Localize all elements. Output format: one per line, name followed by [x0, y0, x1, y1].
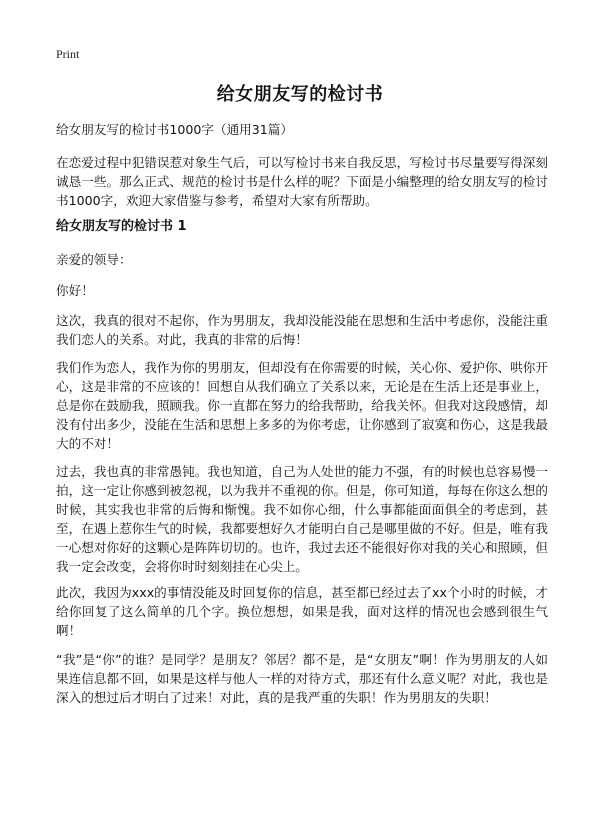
intro-paragraph: 在恋爱过程中犯错误惹对象生气后，可以写检讨书来自我反思，写检讨书尽量要写得深刻诚恳一些。那么正式、规范的检讨书是什么样的呢？下面是小编整理的给女朋友写的检讨书1000字，欢迎大家借鉴与参考，希望对大家有所帮助。 [56, 155, 548, 208]
body-paragraph-2: 我们作为恋人，我作为你的男朋友，但却没有在你需要的时候，关心你、爱护你、哄你开心，这是非常的不应该的！回想自从我们确立了关系以来，无论是在生活上还是事业上，总是你在鼓励我，照顾我。你一直都在努力的给我帮助，给我关怀。但我对这段感情，却没有付出多少，没能在生活和思想上多多的为你考虑，让你感到了寂寞和伤心，这是我最大的不对！ [56, 360, 548, 451]
greeting: 你好！ [56, 283, 94, 298]
document-subtitle: 给女朋友写的检讨书1000字（通用31篇） [56, 122, 293, 137]
body-paragraph-5: “我”是“你”的谁？是同学？是朋友？邻居？都不是，是“女朋友”啊！作为男朋友的人如果连信息都不回，如果是这样与他人一样的对待方式，那还有什么意义呢？对此，我也是深入的想过后才明白了过来！对此，真的是我严重的失职！作为男朋友的失职！ [56, 652, 548, 705]
body-paragraph-1: 这次，我真的很对不起你，作为男朋友，我却没能没能在思想和生活中考虑你，没能注重我们恋人的关系。对此，我真的非常的后悔！ [56, 313, 548, 347]
salutation: 亲爱的领导： [56, 252, 132, 267]
print-link[interactable]: Print [56, 47, 80, 61]
page-title: 给女朋友写的检讨书 [216, 84, 384, 105]
body-paragraph-4: 此次，我因为xxx的事情没能及时回复你的信息，甚至都已经过去了xx个小时的时候，才给你回复了这么简单的几个字。换位想想，如果是我，面对这样的情况也会感到很生气啊！ [56, 585, 548, 638]
section-heading: 给女朋友写的检讨书 1 [56, 219, 187, 234]
body-paragraph-3: 过去，我也真的非常愚钝。我也知道，自己为人处世的能力不强，有的时候也总容易慢一拍，这一定让你感到被忽视，以为我并不重视的你。但是，你可知道，每每在你这么想的时候，其实我也非常的后悔和惭愧。我不如你心细，什么事都能面面俱全的考虑到，甚至，在遇上惹你生气的时候，我都要想好久才能明白自己是哪里做的不好。但是，唯有我一心想对你好的这颗心是阵阵切切的。也许，我过去还不能很好你对我的关心和照顾，但我一定会改变，会将你时时刻刻挂在心尖上。 [56, 464, 548, 574]
